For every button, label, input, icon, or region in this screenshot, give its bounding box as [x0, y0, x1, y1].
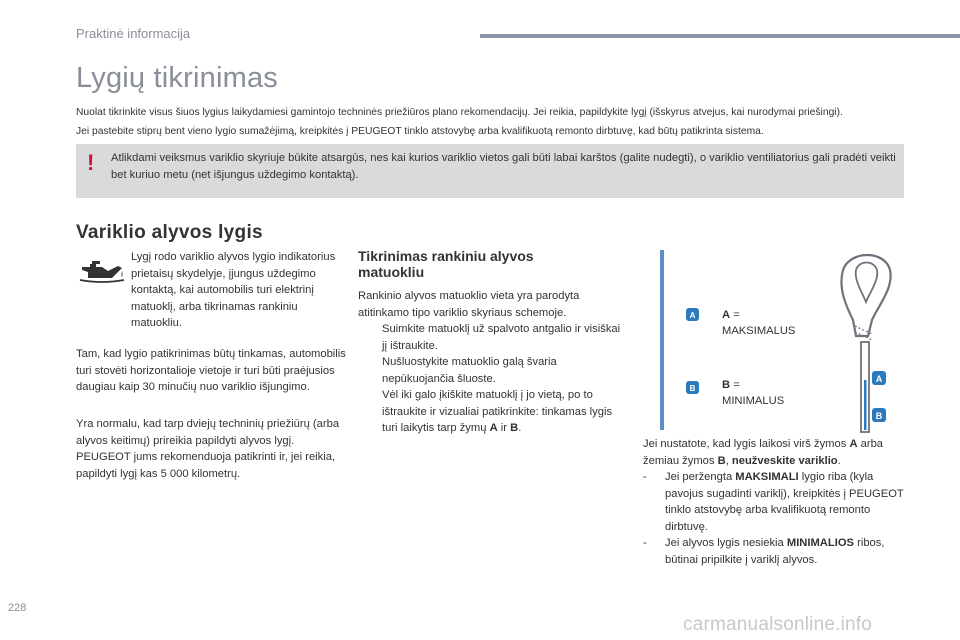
intro-line-1: Nuolat tikrinkite visus šiuos lygius laikydamiesi gamintojo techninės priežiūros plano rekomendacijų. Jei reikia, papildykite lygį (išskyrus atvejus, kai nurodymai priešingi).: [76, 107, 843, 118]
oil-can-icon: [78, 258, 126, 286]
legend-a-badge-letter: A: [689, 311, 696, 320]
dipstick-step-3: Vėl iki galo įkiškite matuoklį į jo vietą, po to ištraukite ir vizualiai patikrinkite: tinkamas lygis turi laikytis tarp žymų A ir B.: [382, 389, 613, 434]
oil-topup-paragraph: Yra normalu, kad tarp dviejų techninių priežiūrų (arba alyvos keitimų) prireikia papildyti alyvos lygį. PEUGEOT jums rekomenduoja patikrinti ir, jei reikia, papildyti lygį kas 5 000 kilometrų.: [76, 418, 340, 480]
warning-exclamation-icon: !: [87, 150, 95, 175]
level-result-text: [643, 436, 913, 568]
figure-accent-line: [660, 250, 664, 430]
page-title: Lygių tikrinimas: [76, 62, 278, 94]
warning-text: Atlikdami veiksmus variklio skyriuje būkite atsargūs, nes kai kurios variklio vietos gali būti labai karštos (galite nudegti), o variklio ventiliatorius gali pradėti veikti bet kuriuo metu (net išjungus uždegimo kontaktą).: [111, 152, 896, 181]
oil-condition-paragraph: Tam, kad lygio patikrinimas būtų tinkamas, automobilis turi stovėti horizontalioje vietoje ir turi būti praėjusios daugiau kaip 30 minučių nuo variklio išjungimo.: [76, 348, 346, 393]
dipstick-mark-a-letter: A: [875, 374, 883, 384]
dipstick-mark-b-letter: B: [875, 411, 883, 421]
dipstick-oil-mark: [864, 380, 867, 430]
dipstick-intro: Rankinio alyvos matuoklio vieta yra parodyta atitinkamo tipo variklio skyriaus schemoje.: [358, 290, 580, 319]
intro-line-2: Jei pastebite stiprų bent vieno lygio sumažėjimą, kreipkitės į PEUGEOT tinklo atstovybę arba kvalifikuotą remonto dirbtuvę, kad būtų patikrinta sistema.: [76, 126, 764, 137]
header-section-title: Praktinė informacija: [76, 26, 191, 41]
section-heading-oil-level: Variklio alyvos lygis: [76, 222, 263, 243]
dipstick-step-1: Suimkite matuoklį už spalvoto antgalio ir visiškai jį ištraukite.: [382, 323, 621, 352]
header-bar: [480, 34, 960, 38]
dipstick-heading: Tikrinimas rankiniu alyvos matuokliu: [358, 248, 534, 280]
level-result-intro: Jei nustatote, kad lygis laikosi virš žymos A arba žemiau žymos B, neužveskite variklio.: [643, 438, 884, 467]
legend-a-label: A = MAKSIMALUS: [722, 309, 796, 337]
level-result-item-min: - Jei alyvos lygis nesiekia MINIMALIOS ribos, būtinai pripilkite į variklį alyvos.: [643, 537, 885, 566]
dipstick-instructions: [358, 288, 628, 437]
dipstick-step-2: Nušluostykite matuoklio galą švaria nepūkuojančia šluoste.: [382, 356, 557, 385]
legend-b-label: B = MINIMALUS: [722, 379, 785, 407]
watermark-text: carmanualsonline.info: [683, 614, 873, 635]
page-number: 228: [8, 602, 27, 614]
level-result-item-max: - Jei peržengta MAKSIMALI lygio riba (kyla pavojus sugadinti variklį), kreipkitės į PEUGEOT tinklo atstovybę arba kvalifikuotą remonto dirbtuvę.: [643, 471, 904, 533]
intro-text: [76, 103, 916, 141]
legend-b-badge-letter: B: [689, 384, 696, 393]
oil-indicator-text: Lygį rodo variklio alyvos lygio indikatorius prietaisų skydelyje, įjungus uždegimo kontaktą, kai automobilis turi elektrinį matuoklį, arba tikrinamas rankiniu matuokliu.: [131, 251, 336, 329]
